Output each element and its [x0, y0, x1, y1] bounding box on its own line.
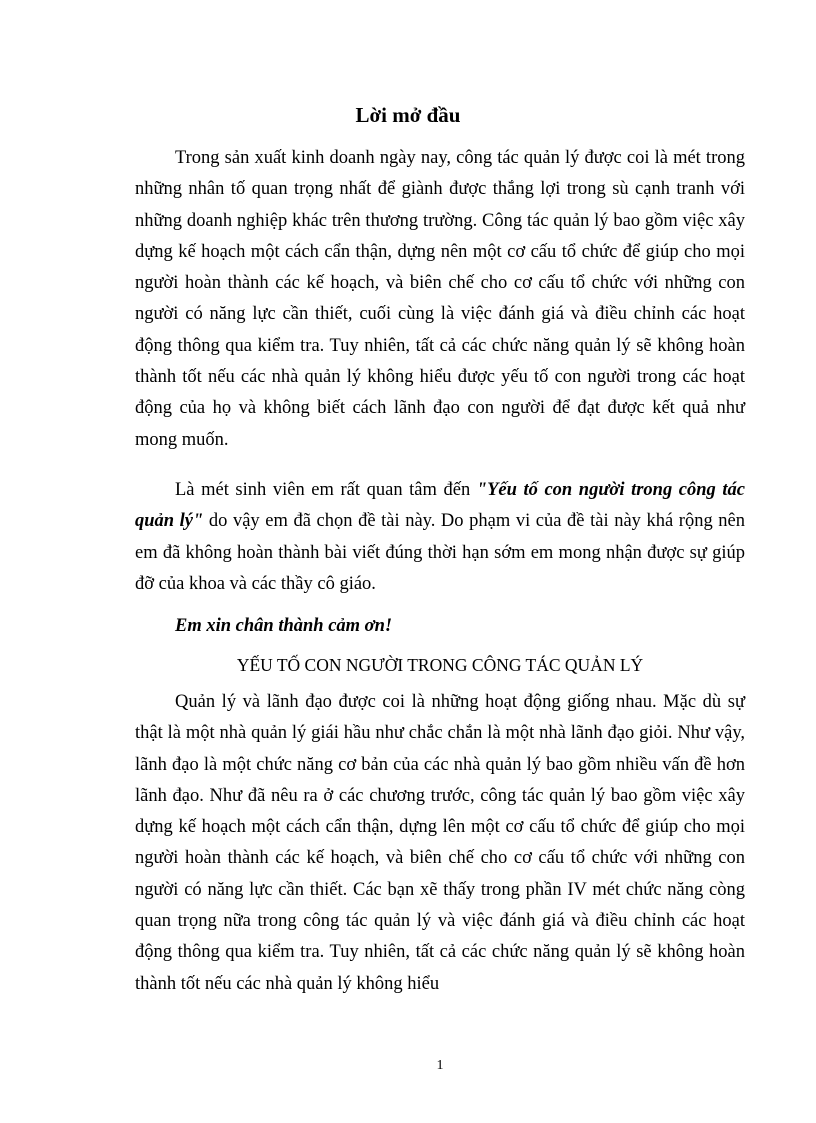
- closing-line: Em xin chân thành cảm ơn!: [175, 616, 393, 636]
- section-heading: YẾU TỐ CON NGƯỜI TRONG CÔNG TÁC QUẢN LÝ: [236, 655, 644, 675]
- section-paragraph-1: Quản lý và lãnh đạo được coi là những hoạt động giống nhau. Mặc dù sự thật là một nhà quản lý giái hầu như chắc chắn là một nhà lãnh đạo giỏi. Như vậy, lãnh đạo là một chức năng cơ bản của các nhà quản lý bao gồm nhiều vấn đề hơn lãnh đạo. Như đã nêu ra ở các chương trước, công tác quản lý bao gồm việc xây dựng kế hoạch một cách cẩn thận, dựng lên một cơ cấu tổ chức để giúp cho mọi người hoàn thành các kế hoạch, và biên chế cho cơ cấu tổ chức với những con người có năng lực cần thiết. Các bạn xẽ thấy trong phần IV mét chức năng còng quan trọng nữa trong công tác quản lý và việc đánh giá và điều chỉnh các hoạt động thông qua kiểm tra. Tuy nhiên, tất cả các chức năng quản lý sẽ không hoàn thành tốt nếu các nhà quản lý không hiểu: [135, 692, 745, 994]
- page-title: Lời mở đầu: [355, 103, 461, 127]
- intro-paragraph-2-lead: Là mét sinh viên em rất quan tâm đến: [175, 480, 477, 500]
- topic-title: "Yếu tố con người trong công tác quản lý": [135, 480, 745, 532]
- intro-paragraph-2-tail: do vậy em đã chọn đề tài này. Do phạm vi của đề tài này khá rộng nên em đã không hoàn thành bài viết đúng thời hạn sớm em mong nhận được sự giúp đỡ của khoa và các thầy cô giáo.: [135, 511, 746, 594]
- intro-paragraph-1: Trong sản xuất kinh doanh ngày nay, công tác quản lý được coi là mét trong những nhân tố quan trọng nhất để giành được thắng lợi trong sù cạnh tranh với những doanh nghiệp khác trên thương trường. Công tác quản lý bao gồm việc xây dựng kế hoạch một cách cẩn thận, dựng nên một cơ cấu tổ chức để giúp cho mọi người hoàn thành các kế hoạch, và biên chế cho cơ cấu tổ chức với những con người có năng lực cần thiết, cuối cùng là việc đánh giá và điều chỉnh các hoạt động thông qua kiểm tra. Tuy nhiên, tất cả các chức năng quản lý sẽ không hoàn thành tốt nếu các nhà quản lý không hiểu được yếu tố con người trong các hoạt động của họ và không biết cách lãnh đạo con người để đạt được kết quả như mong muốn.: [135, 148, 745, 450]
- intro-paragraph-2: [135, 475, 745, 600]
- page-number: 1: [436, 1058, 444, 1073]
